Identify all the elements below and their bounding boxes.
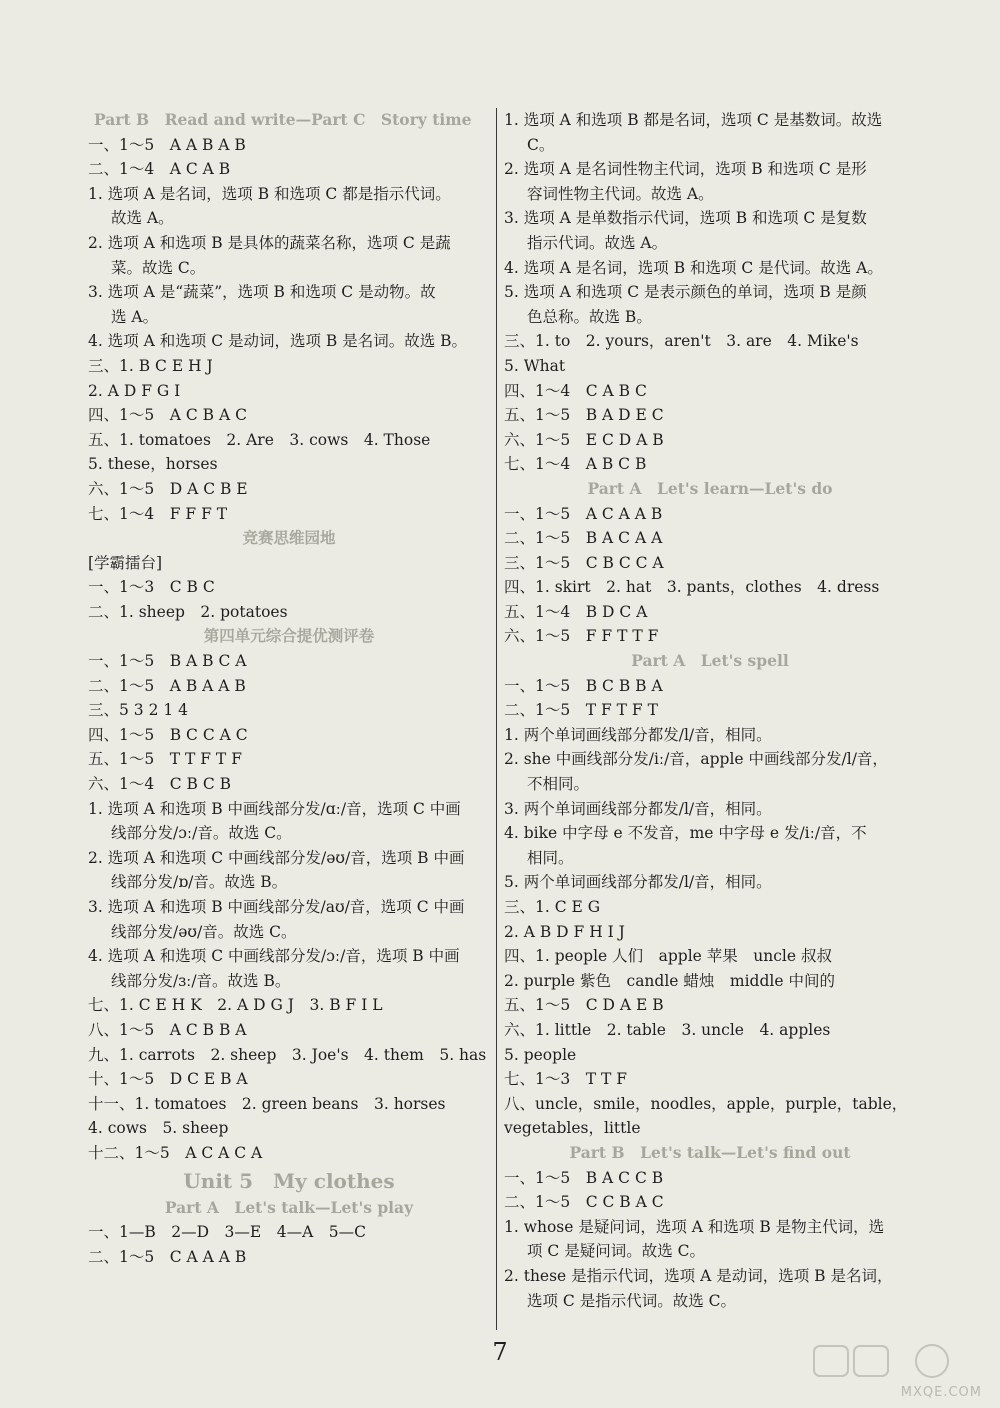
answer-line: 3. 选项 A 和选项 B 中画线部分发/aʊ/音，选项 C 中画 [88,898,465,916]
answer-line: 四、1. people 人们 apple 苹果 uncle 叔叔 [504,947,832,966]
answer-line: 不相同。 [527,775,590,794]
answer-line: 5. 选项 A 和选项 C 是表示颜色的单词，选项 B 是颜 [504,283,867,302]
answer-line: 五、1～5 B A D E C [504,406,664,425]
answer-line: 二、1. sheep 2. potatoes [88,602,288,621]
answer-line: 4. bike 中字母 e 不发音，me 中字母 e 发/iː/音，不 [504,824,867,843]
answer-line: [学霸擂台] [88,553,163,572]
answer-line: 选项 C 是指示代词。故选 C。 [527,1291,737,1310]
answer-line: 1. 选项 A 和选项 B 都是名词，选项 C 是基数词。故选 [504,111,883,129]
answer-line: 容词性物主代词。故选 A。 [527,184,714,203]
answer-line: 五、1～5 T T F T F [88,750,242,769]
section-heading: Part B Read and write—Part C Story time [94,110,472,129]
answer-line: 五、1～4 B D C A [504,602,648,621]
answer-line: 5. 两个单词画线部分都发/l/音，相同。 [504,873,772,892]
answer-line: 2. A D F G I [88,381,181,400]
answer-line: 4. cows 5. sheep [88,1119,229,1138]
answer-line: 相同。 [527,848,574,867]
answer-line: 七、1～4 A B C B [504,455,647,474]
answer-line: 十一、1. tomatoes 2. green beans 3. horses [88,1094,446,1113]
answer-line: 三、1. C E G [504,898,601,916]
answer-line: 一、1—B 2—D 3—E 4—A 5—C [88,1223,366,1242]
answer-line: 十二、1～5 A C A C A [88,1143,263,1162]
answer-line: 1. 选项 A 是名词，选项 B 和选项 C 都是指示代词。 [88,184,451,203]
answer-line: 3. 两个单词画线部分都发/l/音，相同。 [504,799,772,818]
answer-line: 三、1. to 2. yours，aren't 3. are 4. Mike's [504,332,859,351]
answer-line: 3. 选项 A 是单数指示代词，选项 B 和选项 C 是复数 [504,209,867,228]
answer-line: 5. What [504,356,566,375]
answer-line: C。 [527,135,555,154]
answer-line: 三、1. B C E H J [88,356,213,375]
answer-line: 六、1～5 E C D A B [504,430,664,449]
answer-line: 八、uncle，smile，noodles，apple，purple，table， [504,1094,908,1113]
answer-line: 1. whose 是疑问词，选项 A 和选项 B 是物主代词，选 [504,1217,885,1236]
answer-line: 二、1～4 A C A B [88,160,231,179]
answer-line: 2. purple 紫色 candle 蜡烛 middle 中间的 [504,971,835,990]
answer-line: 八、1～5 A C B B A [88,1020,247,1039]
answer-line: 4. 选项 A 是名词，选项 B 和选项 C 是代词。故选 A。 [504,258,883,277]
answer-line: 十、1～5 D C E B A [88,1070,248,1089]
answer-line: 七、1～4 F F F T [88,504,228,523]
answer-line: 项 C 是疑问词。故选 C。 [527,1242,706,1261]
answer-line: 七、1～3 T T F [504,1070,628,1089]
page-number: 7 [492,1338,508,1366]
section-heading: Part A Let's spell [631,651,789,671]
answer-line: 一、1～5 B C B B A [504,676,663,695]
answer-line: 1. 两个单词画线部分都发/l/音，相同。 [504,725,772,744]
answer-line: 色总称。故选 B。 [527,307,652,326]
answer-line: 3. 选项 A 是“蔬菜”，选项 B 和选项 C 是动物。故 [88,283,436,302]
answer-line: 线部分发/ɔː/音。故选 C。 [111,824,292,843]
answer-line: 二、1～5 C C B A C [504,1193,664,1212]
answer-line: 六、1～5 D A C B E [88,479,248,498]
right-column [500,108,916,1313]
answer-line: 2. 选项 A 和选项 C 中画线部分发/əʊ/音，选项 B 中画 [88,848,465,867]
answer-line: 1. 选项 A 和选项 B 中画线部分发/ɑː/音，选项 C 中画 [88,799,461,818]
answer-line: 一、1～5 A C A A B [504,504,663,523]
answer-line: 二、1～5 C A A A B [88,1247,247,1266]
answer-line: 三、1～5 C B C C A [504,553,664,572]
answer-line: 五、1～5 C D A E B [504,996,664,1015]
answer-line: 二、1～5 A B A A B [88,676,246,695]
answer-line: 5. these，horses [88,455,218,474]
answer-line: 五、1. tomatoes 2. Are 3. cows 4. Those [88,430,431,449]
answer-line: 2. these 是指示代词，选项 A 是动词，选项 B 是名词， [504,1266,893,1285]
section-heading: Part A Let's talk—Let's play [164,1197,414,1217]
answer-line: 四、1. skirt 2. hat 3. pants，clothes 4. dress [504,578,880,597]
answer-line: 4. 选项 A 和选项 C 是动词，选项 B 是名词。故选 B。 [88,332,468,351]
answer-line: 四、1～5 A C B A C [88,406,247,425]
answer-line: 选 A。 [111,307,159,326]
section-heading: 第四单元综合提优测评卷 [203,626,375,646]
answer-line: 4. 选项 A 和选项 C 中画线部分发/ɔː/音，选项 B 中画 [88,947,460,966]
answer-line: 一、1～5 A A B A B [88,135,246,154]
section-heading: Part B Let's talk—Let's find out [569,1142,851,1162]
answer-line: 2. she 中画线部分发/iː/音，apple 中画线部分发/l/音， [504,750,888,769]
answer-line: 指示代词。故选 A。 [527,233,668,252]
answer-line: 菜。故选 C。 [111,258,206,277]
answer-line: 六、1. little 2. table 3. uncle 4. apples [504,1020,831,1039]
answer-line: 线部分发/ɜː/音。故选 B。 [111,971,291,990]
answer-line: 六、1～4 C B C B [88,775,232,794]
answer-line: 一、1～5 B A B C A [88,652,247,671]
watermark-text: MXQE.COM [900,1385,982,1400]
answer-line: vegetables，little [504,1119,641,1138]
section-heading: Unit 5 My clothes [183,1168,395,1193]
answer-line: 二、1～5 B A C A A [504,529,663,548]
answer-line: 2. 选项 A 和选项 B 是具体的蔬菜名称，选项 C 是蔬 [88,233,451,252]
answer-line: 2. A B D F H I J [504,922,625,941]
answer-line: 六、1～5 F F T T F [504,627,659,646]
left-column [88,108,490,1269]
answer-line: 九、1. carrots 2. sheep 3. Joe's 4. them 5. has [88,1045,487,1064]
answer-line: 2. 选项 A 是名词性物主代词，选项 B 和选项 C 是形 [504,160,867,179]
answer-line: 四、1～4 C A B C [504,381,647,400]
answer-line: 线部分发/əʊ/音。故选 C。 [111,922,297,941]
answer-line: 故选 A。 [111,209,174,228]
section-heading: 竞赛思维园地 [242,528,336,548]
answer-line: 线部分发/ɒ/音。故选 B。 [111,873,288,892]
answer-line: 二、1～5 T F T F T [504,701,658,720]
answer-line: 七、1. C E H K 2. A D G J 3. B F I L [88,996,383,1015]
section-heading: Part A Let's learn—Let's do [587,478,833,498]
column-divider [496,108,497,1330]
answer-line: 一、1～5 B A C C B [504,1168,664,1187]
answer-line: 四、1～5 B C C A C [88,725,248,744]
answer-line: 三、5 3 2 1 4 [88,701,189,720]
answer-line: 一、1～3 C B C [88,578,215,597]
answer-line: 5. people [504,1045,577,1064]
